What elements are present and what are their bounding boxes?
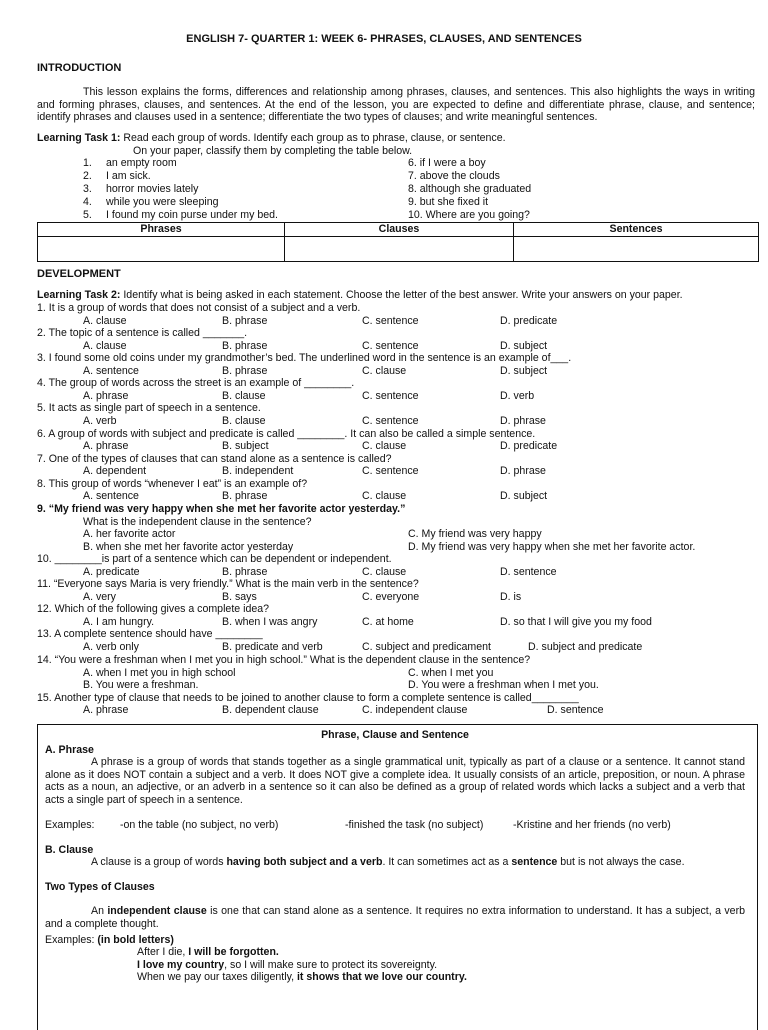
- question-option: C. clause: [362, 364, 407, 377]
- question-option: B. subject: [222, 440, 269, 452]
- question-option: A. verb only: [83, 640, 139, 653]
- question-option: C. clause: [362, 565, 407, 578]
- question-option: A. sentence: [83, 364, 139, 377]
- question-14-option-b: B. You were a freshman.: [83, 679, 199, 691]
- development-heading: DEVELOPMENT: [37, 268, 121, 280]
- question-option: A. predicate: [83, 565, 140, 578]
- introduction-text: This lesson explains the forms, differences and relationship among phrases, clauses, and sentences. This also highlights the ways in writing and forming phrases, clauses, and sentences. At the end of the lesson, you are expected to define and differentiate phrase, clause, and sentence; identify phrases and clauses used in a sentence; differentiate the two types of clauses; and write meaningful sentences.: [37, 86, 755, 124]
- task1-instruction: [37, 132, 755, 145]
- task1-item-text: I am sick.: [106, 170, 151, 182]
- question-option: B. predicate and verb: [222, 640, 323, 653]
- question-option: D. so that I will give you my food: [500, 615, 652, 628]
- question-option: C. sentence: [362, 389, 419, 402]
- phrase-clause-sentence-box: [37, 724, 758, 1030]
- question-9-option-a: A. her favorite actor: [83, 528, 176, 540]
- question-option: C. sentence: [362, 414, 419, 427]
- question-text: 1. It is a group of words that does not consist of a subject and a verb.: [37, 302, 361, 314]
- task1-item: 9. but she fixed it: [408, 196, 489, 208]
- task1-text: Read each group of words. Identify each group as to phrase, clause, or sentence.: [123, 132, 506, 144]
- question-option: A. phrase: [83, 389, 129, 402]
- phrase-heading: A. Phrase: [45, 743, 94, 756]
- question-option: D. subject: [500, 339, 548, 352]
- question-text: 4. The group of words across the street is an example of ________.: [37, 377, 355, 390]
- task1-item-number: 3.: [83, 183, 92, 195]
- question-15-option-d: D. sentence: [547, 704, 604, 716]
- task1-item-number: 5.: [83, 209, 92, 221]
- question-text: 5. It acts as single part of speech in a sentence.: [37, 402, 261, 415]
- task1-item-text: an empty room: [106, 157, 177, 169]
- question-14: 14. “You were a freshman when I met you in high school.” What is the dependent clause in the sentence?: [37, 654, 531, 666]
- question-option: A. dependent: [83, 465, 147, 478]
- question-option: A. I am hungry.: [83, 615, 155, 628]
- example-1: -on the table (no subject, no verb): [120, 818, 279, 831]
- example-sentence-1: After I die, I will be forgotten.: [137, 946, 279, 959]
- question-15-option-b: B. dependent clause: [222, 704, 319, 716]
- task1-item: 8. although she graduated: [408, 183, 532, 195]
- clause-heading: B. Clause: [45, 843, 94, 856]
- question-option: B. when I was angry: [222, 615, 318, 628]
- task1-item-text: while you were sleeping: [106, 196, 219, 208]
- question-option: A. clause: [83, 339, 127, 352]
- question-option: D. sentence: [500, 565, 557, 578]
- question-9-option-d: D. My friend was very happy when she met her favorite actor.: [408, 541, 696, 553]
- question-option: D. subject: [500, 490, 548, 503]
- question-option: B. phrase: [222, 490, 268, 503]
- question-option: B. clause: [222, 414, 266, 427]
- task1-item-number: 4.: [83, 196, 92, 208]
- question-option: C. subject and predicament: [362, 640, 491, 653]
- table-header-clauses: Clauses: [285, 223, 514, 237]
- question-text: 7. One of the types of clauses that can stand alone as a sentence is called?: [37, 452, 392, 465]
- question-option: D. is: [500, 590, 522, 603]
- examples2-line: Examples: (in bold letters): [45, 933, 174, 946]
- question-9-option-c: C. My friend was very happy: [408, 528, 542, 540]
- example-sentence-2: I love my country, so I will make sure to protect its sovereignty.: [137, 958, 438, 971]
- clause-text: A clause is a group of words having both subject and a verb. It can sometimes act as a sentence but is not always the case.: [91, 856, 685, 869]
- question-text: 2. The topic of a sentence is called _______.: [37, 327, 248, 340]
- question-9-text: “My friend was very happy when she met her favorite actor yesterday.”: [48, 503, 406, 515]
- task1-item: 7. above the clouds: [408, 170, 500, 182]
- question-option: C. sentence: [362, 339, 419, 352]
- question-option: D. phrase: [500, 414, 546, 427]
- types-heading: Two Types of Clauses: [45, 880, 155, 893]
- question-text: 13. A complete sentence should have ________: [37, 628, 263, 641]
- question-option: C. clause: [362, 440, 407, 452]
- question-option: D. predicate: [500, 314, 558, 327]
- question-9-number: 9.: [37, 503, 46, 515]
- example-sentence-3: When we pay our taxes diligently, it shows that we love our country.: [137, 971, 467, 984]
- question-option: C. clause: [362, 490, 407, 503]
- question-option: A. clause: [83, 314, 127, 327]
- question-option: B. phrase: [222, 339, 268, 352]
- question-option: B. clause: [222, 389, 266, 402]
- task2-text: Identify what is being asked in each statement. Choose the letter of the best answer. Write your answers on your paper.: [123, 289, 683, 301]
- question-15-option-c: C. independent clause: [362, 704, 468, 716]
- task1-item-text: I found my coin purse under my bed.: [106, 209, 278, 221]
- table-header-sentences: Sentences: [514, 223, 759, 237]
- question-text: 6. A group of words with subject and predicate is called ________. It can also be called a simple sentence.: [37, 427, 536, 440]
- question-option: A. very: [83, 590, 116, 603]
- example-2: -finished the task (no subject): [345, 818, 484, 831]
- classification-table: [37, 222, 759, 262]
- question-option: B. independent: [222, 465, 294, 478]
- question-14-option-d: D. You were a freshman when I met you.: [408, 679, 599, 691]
- question-text: 8. This group of words “whenever I eat” is an example of?: [37, 477, 308, 490]
- task2-instruction: [37, 289, 755, 302]
- question-option: D. predicate: [500, 440, 558, 452]
- question-option: D. phrase: [500, 465, 546, 478]
- question-option: C. sentence: [362, 314, 419, 327]
- introduction-heading: INTRODUCTION: [37, 62, 122, 74]
- task1-item: 10. Where are you going?: [408, 209, 530, 221]
- question-option: C. sentence: [362, 465, 419, 478]
- question-15-option-a: A. phrase: [83, 704, 129, 716]
- question-option: A. verb: [83, 414, 117, 427]
- question-option: D. verb: [500, 389, 535, 402]
- task1-item: 6. if I were a boy: [408, 157, 486, 169]
- question-9: [37, 503, 755, 516]
- question-option: B. phrase: [222, 364, 268, 377]
- question-14-option-c: C. when I met you: [408, 667, 494, 679]
- question-option: B. phrase: [222, 565, 268, 578]
- table-cell-sentences[interactable]: [514, 236, 759, 261]
- question-text: 10. ________is part of a sentence which can be dependent or independent.: [37, 553, 392, 565]
- page-title: ENGLISH 7- QUARTER 1: WEEK 6- PHRASES, CLAUSES, AND SENTENCES: [186, 33, 582, 45]
- question-14-option-a: A. when I met you in high school: [83, 667, 236, 679]
- phrase-examples: [45, 819, 745, 832]
- table-cell-clauses[interactable]: [285, 236, 514, 261]
- question-option: B. says: [222, 590, 257, 603]
- question-option: C. everyone: [362, 590, 420, 603]
- question-text: 3. I found some old coins under my grandmother’s bed. The underlined word in the sentence is an example of___.: [37, 352, 572, 365]
- table-header-phrases: Phrases: [38, 223, 285, 237]
- question-text: 12. Which of the following gives a complete idea?: [37, 603, 270, 616]
- question-text: 11. “Everyone says Maria is very friendly.” What is the main verb in the sentence?: [37, 578, 419, 591]
- question-option: B. phrase: [222, 314, 268, 327]
- question-9-option-b: B. when she met her favorite actor yesterday: [83, 541, 294, 553]
- box-title: Phrase, Clause and Sentence: [321, 729, 469, 741]
- task1-label: Learning Task 1:: [37, 132, 121, 144]
- question-9-sub: What is the independent clause in the sentence?: [83, 516, 312, 528]
- phrase-text: A phrase is a group of words that stands together as a single grammatical unit, typically as part of a clause or a sentence. It cannot stand alone as it does NOT contain a subject and a verb. It does NOT give a complete idea. It usually consists of an article, preposition, or noun. A phrase acts as a noun, an adjective, or an adverb in a sentence so it can also be defined as a group of related words which lacks a subject and a verb that acts a single part of speech in a sentence.: [45, 756, 745, 806]
- example-3: -Kristine and her friends (no verb): [513, 818, 671, 831]
- task2-label: Learning Task 2:: [37, 289, 121, 301]
- question-15: 15. Another type of clause that needs to be joined to another clause to form a complete sentence is called________: [37, 692, 579, 704]
- examples-label: Examples:: [45, 818, 95, 831]
- task1-item-number: 1.: [83, 157, 92, 169]
- table-cell-phrases[interactable]: [38, 236, 285, 261]
- question-option: A. phrase: [83, 440, 129, 452]
- question-option: D. subject: [500, 364, 548, 377]
- task1-item-text: horror movies lately: [106, 183, 199, 195]
- question-option: D. subject and predicate: [528, 640, 643, 653]
- independent-clause-text: An independent clause is one that can stand alone as a sentence. It requires no extra information to understand. It has a subject, a verb and a complete thought.: [45, 905, 745, 930]
- question-option: A. sentence: [83, 490, 139, 503]
- task1-item-number: 2.: [83, 170, 92, 182]
- task1-text2: On your paper, classify them by completing the table below.: [133, 145, 413, 157]
- question-option: C. at home: [362, 615, 414, 628]
